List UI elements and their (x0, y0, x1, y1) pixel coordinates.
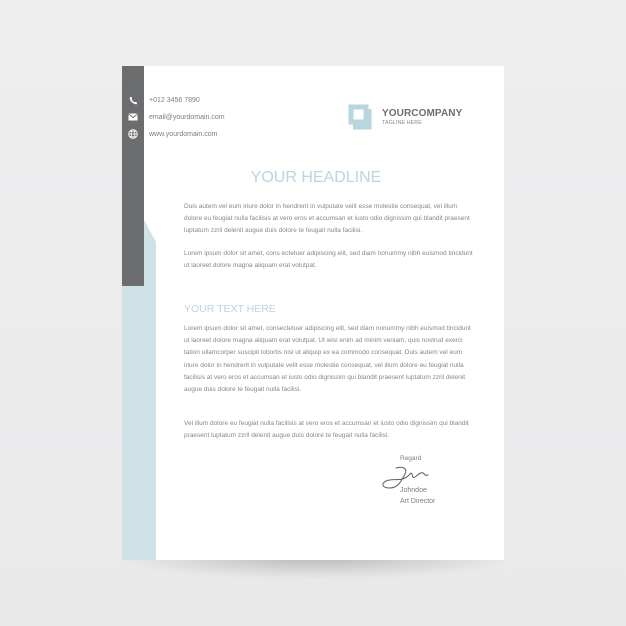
letterhead-page (122, 66, 504, 560)
body-paragraph-1: Duis autem vel eum iriure dolor in hendrerit in vulputate velit esse molestie consequat, vel illum dolore eu feugiat nulla facilisis at vero eros et accumsan et iusto odio dignissim qui blandit praesent luptatum zzril delenit augue duis dolore te feugait nulla facilisi. (184, 203, 470, 235)
contact-phone (122, 93, 272, 107)
email-text: email@yourdomain.com (149, 113, 225, 121)
body-paragraph-4: Vel illum dolore eu feugiat nulla facilisis at vero eros et accumsan et iusto odio dignissim qui blandit praesent luptatum zzril delenit augue duis dolore te feugait nulla facilisi. (184, 420, 469, 440)
body-paragraph-2: Lorem ipsum dolor sit amet, cons ectetuer adipiscing elit, sed diam nonummy nibh euismod tincidunt ut laoreet dolore magna aliquam erat volutpat. (184, 250, 473, 270)
body-paragraph-3: Lorem ipsum dolor sit amet, consectetuer adipiscing elit, sed diam nonummy nibh euismod tincidunt ut laoreet dolore magna aliquam erat volutpat. Ut wisi enim ad minim veniam, quis nostrud exerci tation ullamcorper suscipit lobortis nisl ut aliquip ex ea commodo consequat. Duis autem vel eum iriure dolor in hendrerit in vulputate velit esse molestie consequat, vel illum dolore eu feugiat nulla facilisis at vero eros et accumsan et iusto odio dignissim qui blandit praesent luptatum zzril delenit augue duis dolore te feugait nulla facilisi. (184, 325, 471, 394)
company-tagline: TAGLINE HERE (382, 120, 422, 126)
section-subheading: YOUR TEXT HERE (184, 303, 276, 315)
signer-title: Art Director (400, 498, 436, 505)
company-name: YOURCOMPANY (382, 108, 463, 119)
contact-email (122, 110, 272, 124)
square-logo-icon (348, 104, 372, 130)
page-headline: YOUR HEADLINE (250, 169, 382, 186)
globe-icon (122, 127, 144, 141)
phone-icon (122, 93, 144, 107)
phone-text: +012 3456 7890 (149, 96, 200, 104)
signer-name: Johndoe (400, 487, 427, 494)
envelope-icon (122, 110, 144, 124)
website-text: www.yourdomain.com (149, 130, 218, 138)
regard-text: Regard (400, 455, 422, 462)
contact-website (122, 127, 272, 141)
